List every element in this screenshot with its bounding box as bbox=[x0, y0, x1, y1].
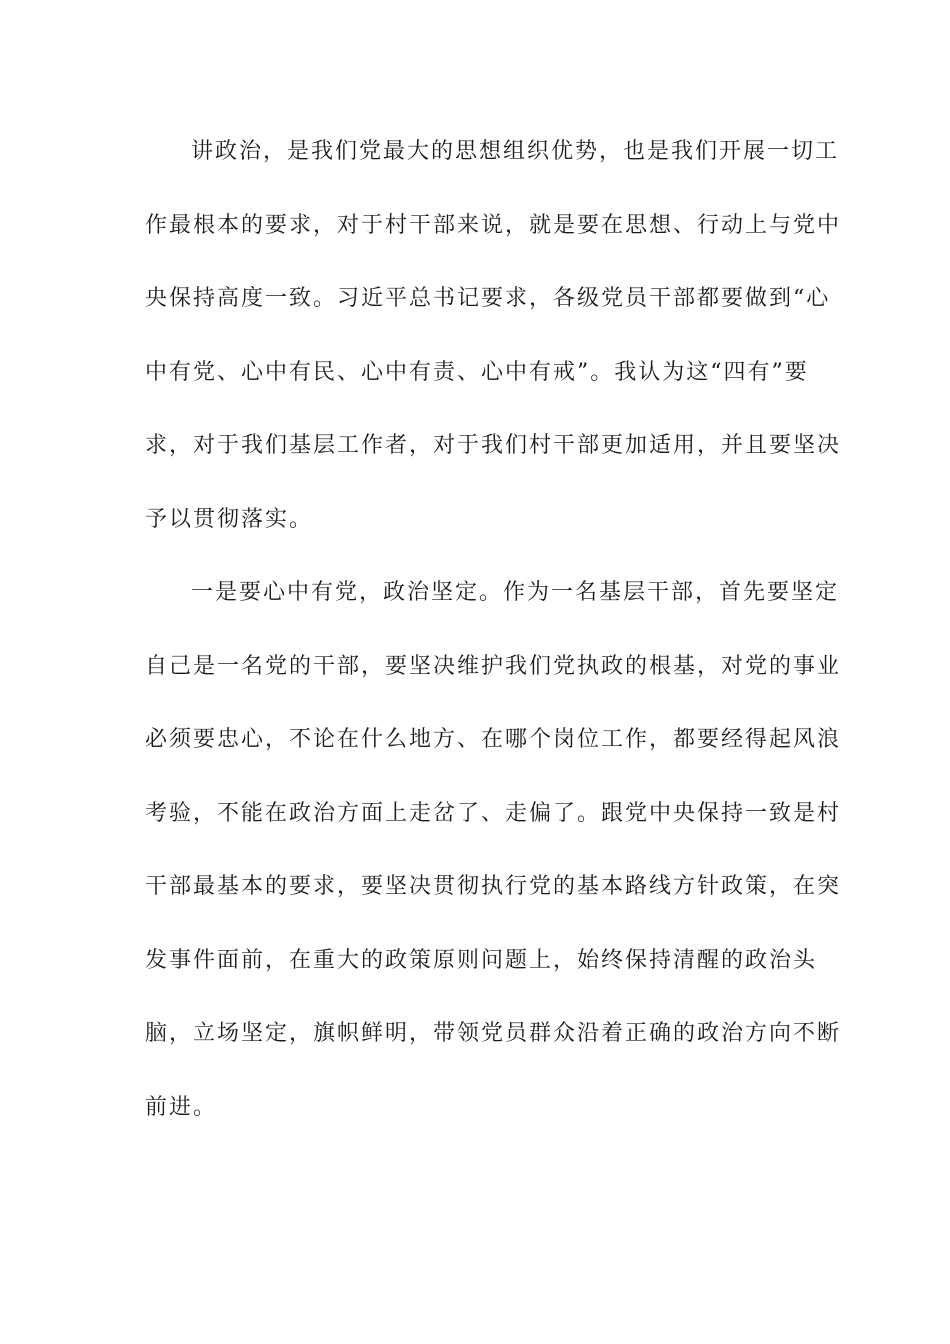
paragraph-line: 作最根本的要求，对于村干部来说，就是要在思想、行动上与党中 bbox=[145, 212, 842, 238]
paragraph-line: 自己是一名党的干部，要坚决维护我们党执政的根基，对党的事业 bbox=[145, 653, 842, 679]
paragraph-line: 必须要忠心，不论在什么地方、在哪个岗位工作，都要经得起风浪 bbox=[145, 727, 842, 752]
document-body bbox=[145, 128, 842, 1157]
paragraph-2 bbox=[145, 569, 842, 1157]
paragraph-line: 央保持高度一致。习近平总书记要求，各级党员干部都要做到“心 bbox=[145, 286, 831, 311]
paragraph-line: 予以贯彻落实。 bbox=[145, 506, 314, 532]
paragraph-line: 发事件面前，在重大的政策原则问题上，始终保持清醒的政治头 bbox=[145, 947, 818, 973]
paragraph-line: 一是要心中有党，政治坚定。作为一名基层干部，首先要坚定 bbox=[191, 580, 840, 605]
paragraph-line: 讲政治，是我们党最大的思想组织优势，也是我们开展一切工 bbox=[191, 139, 840, 164]
paragraph-1 bbox=[145, 128, 842, 569]
paragraph-line: 求，对于我们基层工作者，对于我们村干部更加适用，并且要坚决 bbox=[145, 433, 842, 458]
paragraph-line: 脑，立场坚定，旗帜鲜明，带领党员群众沿着正确的政治方向不断 bbox=[145, 1021, 842, 1046]
paragraph-line: 考验，不能在政治方面上走岔了、走偏了。跟党中央保持一致是村 bbox=[145, 800, 842, 826]
paragraph-line: 前进。 bbox=[145, 1094, 218, 1120]
paragraph-line: 中有党、心中有民、心中有责、心中有戒”。我认为这“四有”要 bbox=[145, 359, 809, 385]
paragraph-line: 干部最基本的要求，要坚决贯彻执行党的基本路线方针政策，在突 bbox=[145, 874, 842, 899]
